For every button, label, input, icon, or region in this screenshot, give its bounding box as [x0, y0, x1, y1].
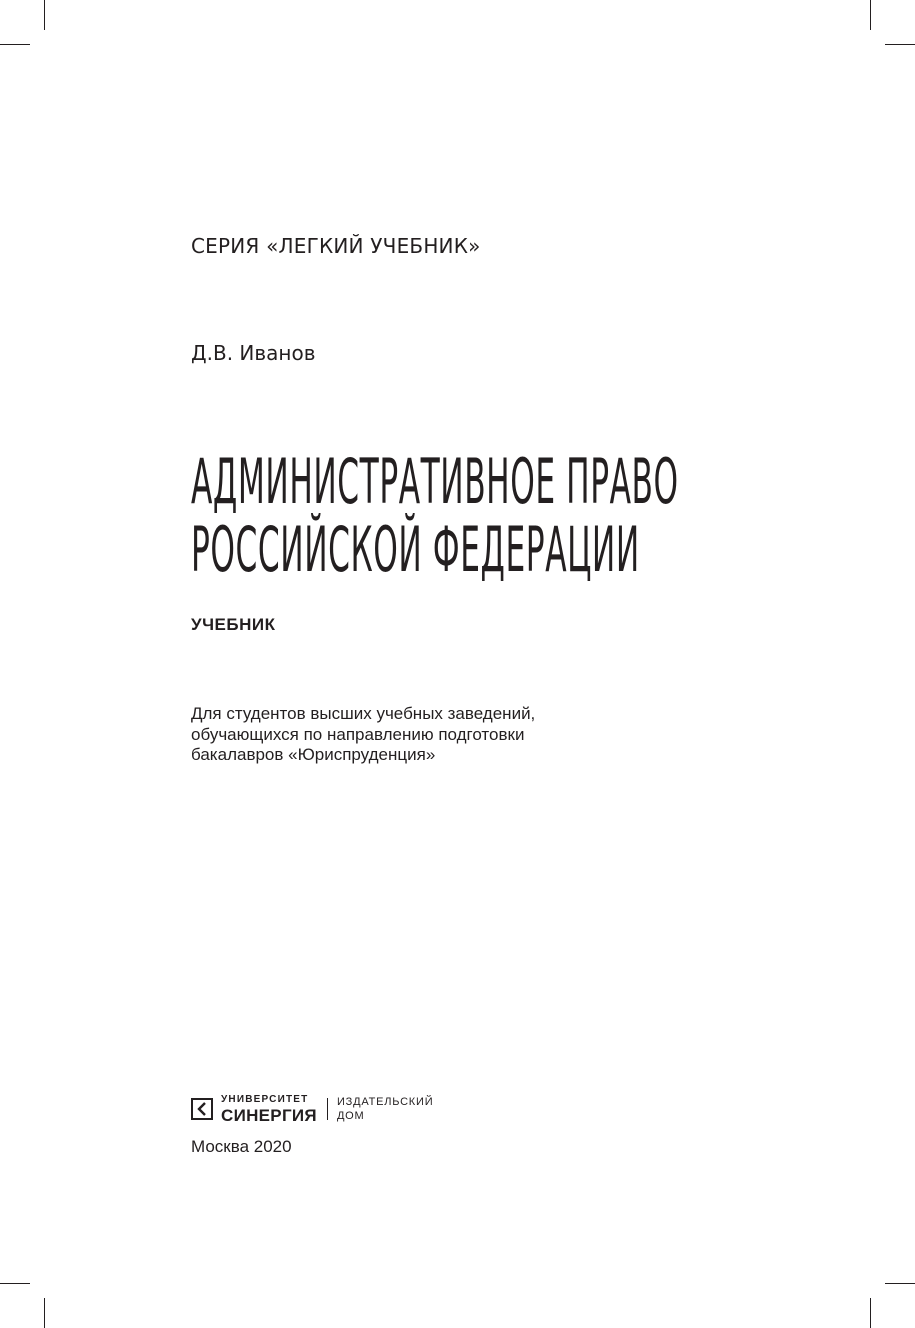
crop-mark-bottom-left-vertical	[44, 1298, 45, 1328]
crop-mark-top-left-horizontal	[0, 44, 30, 45]
series-label: СЕРИЯ «ЛЕГКИЙ УЧЕБНИК»	[191, 234, 481, 258]
publisher-house-line-1: ИЗДАТЕЛЬСКИЙ	[336, 1096, 434, 1108]
publisher-university	[221, 1095, 317, 1124]
book-title	[191, 445, 911, 586]
publisher-house-line-2: ДОМ	[336, 1110, 365, 1122]
audience-line-1: Для студентов высших учебных заведений,	[191, 704, 536, 723]
crop-mark-top-right-vertical	[870, 0, 871, 30]
document-type: УЧЕБНИК	[191, 615, 276, 634]
crop-mark-top-left-vertical	[44, 0, 45, 30]
publisher-university-name: СИНЕРГИЯ	[221, 1105, 317, 1125]
audience-line-2: обучающихся по направлению подготовки	[191, 724, 525, 744]
publisher-divider	[327, 1098, 328, 1120]
book-title-line-2: РОССИЙСКОЙ ФЕДЕРАЦИИ	[191, 513, 640, 586]
chevron-left-square-icon	[191, 1098, 213, 1120]
crop-mark-bottom-left-horizontal	[0, 1283, 30, 1284]
crop-mark-top-right-horizontal	[885, 44, 915, 45]
audience-note	[191, 704, 535, 766]
publisher-house	[337, 1095, 434, 1123]
publisher-logo	[191, 1094, 433, 1124]
crop-mark-bottom-right-horizontal	[885, 1283, 915, 1284]
audience-line-3: бакалавров «Юриспруденция»	[191, 745, 436, 764]
author-name: Д.В. Иванов	[191, 341, 316, 365]
city-year: Москва 2020	[191, 1137, 292, 1156]
crop-mark-bottom-right-vertical	[870, 1298, 871, 1328]
book-title-line-1: АДМИНИСТРАТИВНОЕ ПРАВО	[191, 445, 679, 518]
publisher-university-label: УНИВЕРСИТЕТ	[221, 1093, 309, 1105]
